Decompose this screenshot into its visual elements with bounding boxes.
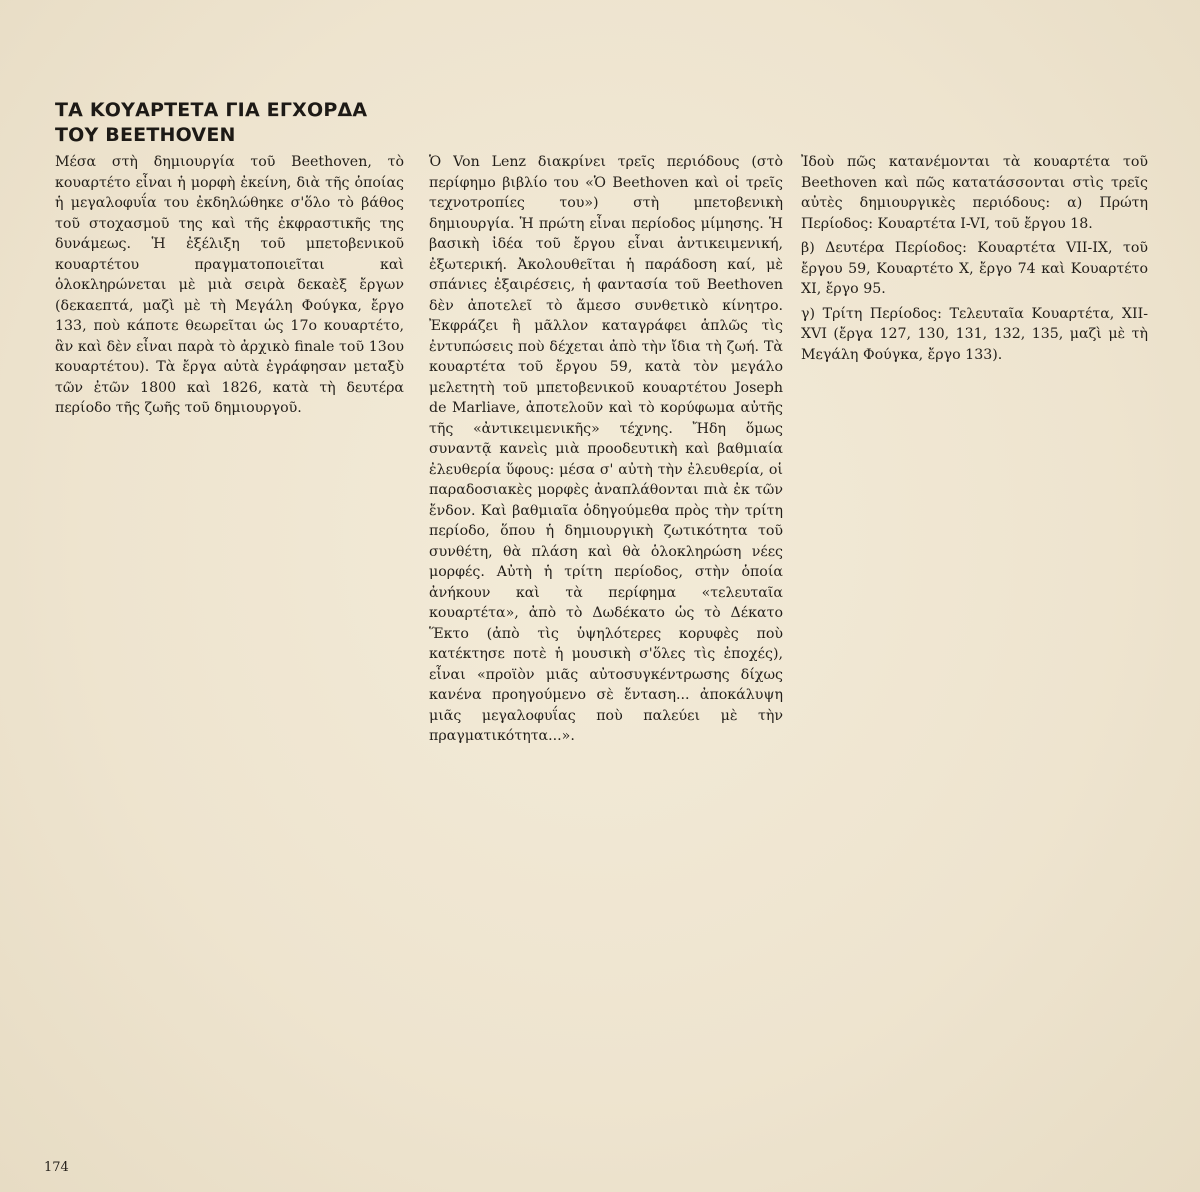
- text-column-2: [429, 152, 783, 751]
- text-column-3: [801, 152, 1148, 369]
- page-number: 174: [44, 1160, 69, 1175]
- column-3-paragraph-2: β) Δευτέρα Περίοδος: Κουαρτέτα VII-IX, τοῦ ἔργου 59, Κουαρτέτο X, ἔργο 74 καὶ Κουαρτέτο XI, ἔργο 95.: [801, 240, 1148, 297]
- column-3-paragraph-1: Ἰδοὺ πῶς κατανέμονται τὰ κουαρτέτα τοῦ Beethoven καὶ πῶς κατατάσσονται στὶς τρεῖς αὐτὲς δημιουργικὲς περιόδους: α) Πρώτη Περίοδος: Κουαρτέτα I-VI, τοῦ ἔργου 18.: [801, 154, 1148, 232]
- title-line-1: ΤΑ ΚΟΥΑΡΤΕΤΑ ΓΙΑ ΕΓΧΟΡΔΑ: [55, 99, 368, 121]
- column-2-paragraph: Ὁ Von Lenz διακρίνει τρεῖς περιόδους (στὸ περίφημο βιβλίο του «Ὁ Beethoven καὶ οἱ τρεῖς τεχνοτροπίες του») στὴ μπετοβενικὴ δημιουργία. Ἡ πρώτη εἶναι περίοδος μίμησης. Ἡ βασικὴ ἰδέα τοῦ ἔργου εἶναι ἀντικειμενική, ἐξωτερική. Ἀκολουθεῖται ἡ παράδοση καί, μὲ σπάνιες ἐξαιρέσεις, ἡ φαντασία τοῦ Beethoven δὲν ἀποτελεῖ τὸ ἄμεσο συνθετικὸ κίνητρο. Ἐκφράζει ἢ μᾶλλον καταγράφει ἁπλῶς τὶς ἐντυπώσεις ποὺ δέχεται ἀπὸ τὴν ἴδια τὴ ζωή. Τὰ κουαρτέτα τοῦ ἔργου 59, κατὰ τὸν μεγάλο μελετητὴ τοῦ μπετοβενικοῦ κουαρτέτου Joseph de Marliave, ἀποτελοῦν καὶ τὸ κορύφωμα αὐτῆς τῆς «ἀντικειμενικῆς» τέχνης. Ἤδη ὅμως συναντᾷ κανεὶς μιὰ προοδευτικὴ καὶ βαθμιαία ἐλευθερία ὕφους: μέσα σ' αὐτὴ τὴν ἐλευθερία, οἱ παραδοσιακὲς μορφὲς ἀναπλάθονται πιὰ ἐκ τῶν ἔνδον. Καὶ βαθμιαῖα ὁδηγούμεθα πρὸς τὴν τρίτη περίοδο, ὅπου ἡ δημιουργικὴ ζωτικότητα τοῦ συνθέτη, θὰ πλάση καὶ θὰ ὁλοκληρώση νέες μορφές. Αὐτὴ ἡ τρίτη περίοδος, στὴν ὁποία ἀνήκουν καὶ τὰ περίφημα «τελευταῖα κουαρτέτα», ἀπὸ τὸ Δωδέκατο ὡς τὸ Δέκατο Ἕκτο (ἀπὸ τὶς ὑψηλότερες κορυφὲς ποὺ κατέκτησε ποτὲ ἡ μουσικὴ σ'ὅλες τὶς ἐποχές), εἶναι «προϊὸν μιᾶς αὐτοσυγκέντρωσης δίχως κανένα προηγούμενο σὲ ἔνταση... ἀποκάλυψη μιᾶς μεγαλοφυΐας ποὺ παλεύει μὲ τὴν πραγματικότητα...».: [429, 154, 783, 744]
- column-1-paragraph: Μέσα στὴ δημιουργία τοῦ Beethoven, τὸ κουαρτέτο εἶναι ἡ μορφὴ ἐκείνη, διὰ τῆς ὁποίας ἡ μεγαλοφυΐα του ἐκδηλώθηκε σ'ὅλο τὸ βάθος τοῦ στοχασμοῦ της καὶ τῆς ἐκφραστικῆς της δυνάμεως. Ἡ ἐξέλιξη τοῦ μπετοβενικοῦ κουαρτέτου πραγματοποιεῖται καὶ ὁλοκληρώνεται μὲ μιὰ σειρὰ δεκαὲξ ἔργων (δεκαεπτά, μαζὶ μὲ τὴ Μεγάλη Φούγκα, ἔργο 133, ποὺ κάποτε θεωρεῖται ὡς 17ο κουαρτέτο, ἂν καὶ δὲν εἶναι παρὰ τὸ ἀρχικὸ finale τοῦ 13ου κουαρτέτου). Τὰ ἔργα αὐτὰ ἐγράφησαν μεταξὺ τῶν ἐτῶν 1800 καὶ 1826, κατὰ τὴ δευτέρα περίοδο τῆς ζωῆς τοῦ δημιουργοῦ.: [55, 154, 404, 416]
- title-line-2: ΤΟΥ BEETHOVEN: [55, 124, 236, 146]
- column-3-paragraph-3: γ) Τρίτη Περίοδος: Τελευταῖα Κουαρτέτα, XII-XVI (ἔργα 127, 130, 131, 132, 135, μαζὶ μὲ τὴ Μεγάλη Φούγκα, ἔργο 133).: [801, 305, 1148, 363]
- article-title: [55, 98, 475, 148]
- text-column-1: [55, 152, 404, 423]
